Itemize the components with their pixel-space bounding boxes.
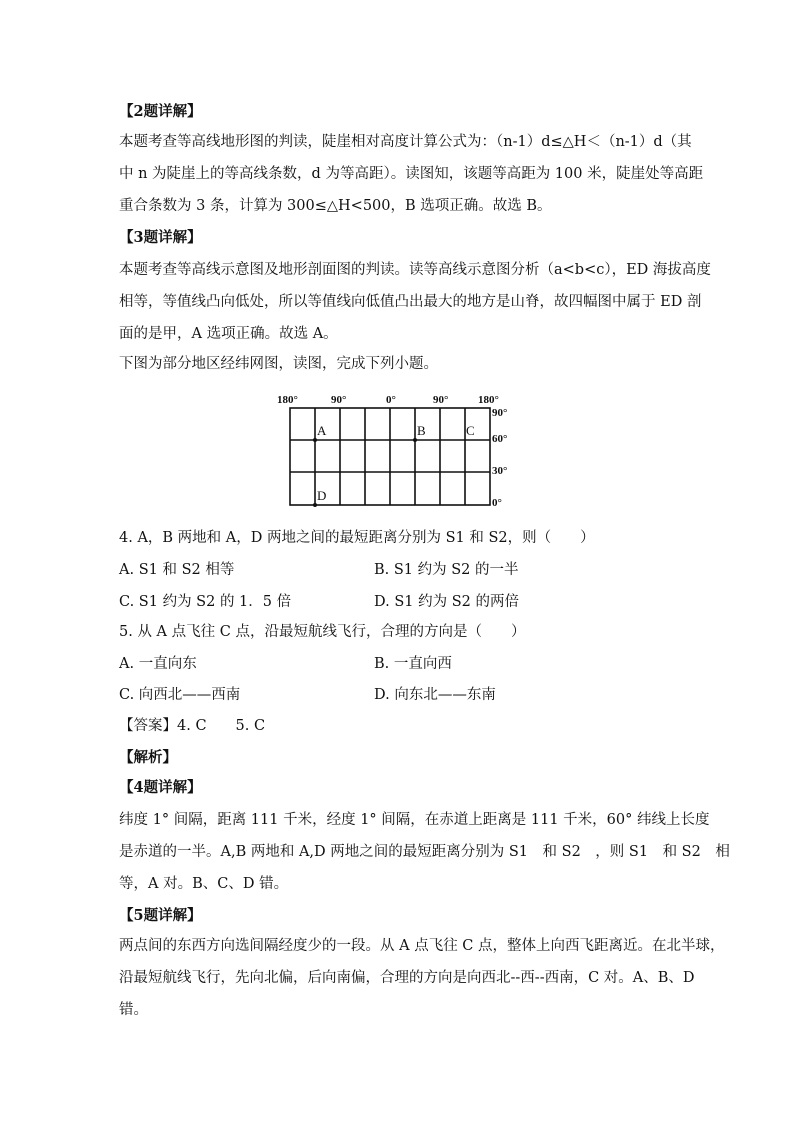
section4-line-3: 等，A 对。B、C、D 错。 bbox=[119, 876, 289, 892]
figure-intro: 下图为部分地区经纬网图，读图，完成下列小题。 bbox=[119, 356, 438, 372]
answer-line: 【答案】4. C 5. C bbox=[119, 718, 266, 734]
point-d-marker bbox=[313, 503, 317, 507]
q5-option-b: B. 一直向西 bbox=[374, 656, 452, 672]
graticule-map-figure bbox=[272, 388, 522, 518]
section3-heading: 【3题详解】 bbox=[119, 229, 202, 246]
section5-line-3: 错。 bbox=[119, 1002, 148, 1018]
q4-option-a: A. S1 和 S2 相等 bbox=[119, 562, 235, 578]
lon-label-90-west: 90° bbox=[331, 394, 347, 406]
point-a-label: A bbox=[317, 423, 327, 438]
q5-option-c: C. 向西北——西南 bbox=[119, 687, 241, 703]
point-b-label: B bbox=[417, 423, 426, 438]
point-b-marker bbox=[413, 438, 417, 442]
lat-label-90: 90° bbox=[492, 407, 508, 419]
section2-line-1: 本题考查等高线地形图的判读，陡崖相对高度计算公式为：（n-1）d≤△H＜（n-1）d（其 bbox=[119, 134, 692, 150]
lon-label-180-west: 180° bbox=[277, 394, 298, 406]
section2-line-3: 重合条数为 3 条，计算为 300≤△H<500，B 选项正确。故选 B。 bbox=[119, 198, 552, 214]
q5-option-a: A. 一直向东 bbox=[119, 656, 197, 672]
section4-line-2: 是赤道的一半。A,B 两地和 A,D 两地之间的最短距离分别为 S1 和 S2 ，则 S1 和 S2 相 bbox=[119, 844, 730, 860]
analysis-heading: 【解析】 bbox=[119, 749, 177, 766]
q4-option-c: C. S1 约为 S2 的 1．5 倍 bbox=[119, 594, 292, 610]
point-d-label: D bbox=[317, 488, 327, 503]
section3-line-2: 相等，等值线凸向低处，所以等值线向低值凸出最大的地方是山脊，故四幅图中属于 ED 剖 bbox=[119, 294, 702, 310]
lon-label-0: 0° bbox=[386, 394, 396, 406]
section5-line-2: 沿最短航线飞行，先向北偏，后向南偏，合理的方向是向西北--西--西南，C 对。A、B、D bbox=[119, 970, 695, 986]
lat-label-30: 30° bbox=[492, 465, 508, 477]
q4-option-b: B. S1 约为 S2 的一半 bbox=[374, 562, 519, 578]
section4-line-1: 纬度 1° 间隔，距离 111 千米，经度 1° 间隔，在赤道上距离是 111 千米，60° 纬线上长度 bbox=[119, 812, 710, 828]
q4-option-d: D. S1 约为 S2 的两倍 bbox=[374, 594, 519, 610]
section5-heading: 【5题详解】 bbox=[119, 907, 202, 924]
lon-label-90-east: 90° bbox=[433, 394, 449, 406]
section3-line-3: 面的是甲，A 选项正确。故选 A。 bbox=[119, 326, 338, 342]
section4-heading: 【4题详解】 bbox=[119, 779, 202, 796]
section2-line-2: 中 n 为陡崖上的等高线条数，d 为等高距）。读图知，该题等高距为 100 米，陡崖处等高距 bbox=[119, 166, 704, 182]
q4-stem: 4. A，B 两地和 A，D 两地之间的最短距离分别为 S1 和 S2，则（ ） bbox=[119, 530, 595, 546]
q5-option-d: D. 向东北——东南 bbox=[374, 687, 496, 703]
section3-line-1: 本题考查等高线示意图及地形剖面图的判读。读等高线示意图分析（a<b<c），ED 海拔高度 bbox=[119, 262, 711, 278]
point-a-marker bbox=[313, 438, 317, 442]
point-c-label: C bbox=[466, 423, 475, 438]
lat-label-60: 60° bbox=[492, 433, 508, 445]
section5-line-1: 两点间的东西方向选间隔经度少的一段。从 A 点飞往 C 点，整体上向西飞距离近。在北半球， bbox=[119, 938, 725, 954]
lat-label-0: 0° bbox=[492, 497, 502, 509]
q5-stem: 5. 从 A 点飞往 C 点，沿最短航线飞行，合理的方向是（ ） bbox=[119, 624, 526, 640]
lon-label-180-east: 180° bbox=[478, 394, 499, 406]
section2-heading: 【2题详解】 bbox=[119, 103, 202, 120]
